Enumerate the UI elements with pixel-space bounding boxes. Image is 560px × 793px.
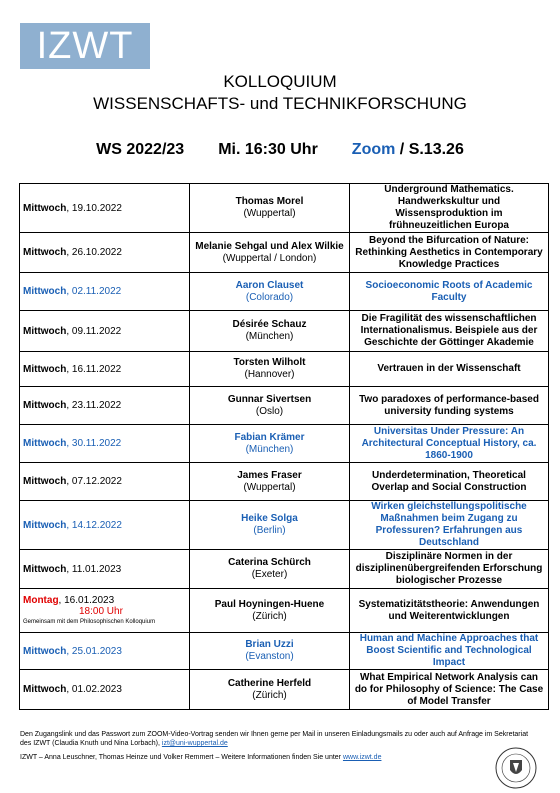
session-date: , 25.01.2023 [66, 645, 122, 657]
speaker-cell [190, 311, 350, 352]
talk-title: Vertrauen in der Wissenschaft [350, 352, 549, 387]
speaker-name: Aaron Clauset [235, 279, 304, 291]
session-date: , 11.01.2023 [66, 563, 122, 575]
session-date-cell [20, 387, 190, 425]
speaker-affiliation: (Berlin) [253, 525, 286, 536]
speaker-affiliation: (Wuppertal / London) [222, 252, 317, 264]
talk-title: Die Fragilität des wissenschaftlichen Internationalismus. Beispiele aus der Geschichte der Göttinger Akademie [350, 311, 549, 352]
speaker-name: Paul Hoyningen-Huene [214, 598, 325, 610]
session-date: , 30.11.2022 [66, 438, 122, 449]
session-day: Mittwoch [23, 247, 67, 258]
session-date: , 23.11.2022 [66, 400, 122, 411]
session-date: , 16.01.2023 [58, 595, 115, 606]
speaker-cell [190, 670, 350, 710]
speaker-cell [190, 425, 350, 463]
table-row [20, 633, 549, 670]
session-date: , 01.02.2023 [66, 684, 122, 695]
speaker-cell [190, 550, 350, 589]
speaker-affiliation: (Zürich) [252, 610, 287, 622]
session-date-cell [20, 273, 190, 311]
speaker-name: Catherine Herfeld [227, 677, 312, 689]
table-row [20, 550, 549, 589]
speaker-cell [190, 184, 350, 233]
table-row [20, 352, 549, 387]
footer-credits-text: IZWT – Anna Leuschner, Thomas Heinze und Volker Remmert – Weitere Informationen finden Sie unter [20, 754, 343, 761]
speaker-name: James Fraser [237, 469, 302, 481]
session-day: Mittwoch [23, 476, 67, 487]
speaker-affiliation: (München) [245, 443, 294, 455]
table-row [20, 233, 549, 273]
speaker-affiliation: (Wuppertal) [243, 481, 296, 493]
footer-credits [20, 754, 540, 761]
room: / S.13.26 [399, 141, 464, 158]
table-row [20, 387, 549, 425]
speaker-name: Heike Solga [241, 513, 298, 524]
speaker-affiliation: (Evanston) [245, 651, 294, 662]
speaker-affiliation: (Hannover) [244, 369, 295, 380]
session-day: Mittwoch [23, 519, 67, 531]
session-date-cell [20, 311, 190, 352]
talk-title: Wirken gleichstellungspolitische Maßnahmen beim Zugang zu Professuren? Erfahrungen aus Deutschland [350, 501, 549, 550]
speaker-cell [190, 233, 350, 273]
title-line-1: KOLLOQUIUM [223, 72, 337, 91]
speaker-name: Gunnar Sivertsen [227, 393, 312, 405]
session-day: Mittwoch [23, 363, 67, 375]
session-date-cell [20, 501, 190, 550]
session-date: , 14.12.2022 [66, 519, 122, 531]
session-day: Mittwoch [23, 286, 67, 297]
speaker-affiliation: (Colorado) [245, 291, 294, 303]
speaker-cell [190, 352, 350, 387]
speaker-name: Thomas Morel [235, 196, 304, 207]
email-link[interactable]: izt@uni-wuppertal.de [161, 740, 228, 747]
title-line-2: WISSENSCHAFTS- und TECHNIKFORSCHUNG [93, 94, 467, 113]
session-date: , 07.12.2022 [66, 476, 122, 487]
speaker-cell [190, 463, 350, 501]
session-date-cell [20, 352, 190, 387]
session-date: , 26.10.2022 [66, 247, 122, 258]
talk-title: Beyond the Bifurcation of Nature: Rethinking Aesthetics in Contemporary Knowledge Practices [350, 233, 549, 273]
session-note: Gemeinsam mit dem Philosophischen Kolloquium [23, 619, 156, 625]
semester: WS 2022/23 [96, 141, 185, 158]
session-date: , 19.10.2022 [66, 202, 122, 214]
session-day: Mittwoch [23, 325, 67, 337]
table-row [20, 273, 549, 311]
session-date: , 09.11.2022 [66, 325, 122, 337]
talk-title: Disziplinäre Normen in der disziplinenübergreifenden Erforschung biologischer Prozesse [350, 550, 549, 589]
session-day: Mittwoch [23, 684, 67, 695]
speaker-affiliation: (Wuppertal) [243, 208, 296, 219]
table-row [20, 184, 549, 233]
speaker-name: Torsten Wilholt [233, 357, 306, 368]
session-date-cell [20, 633, 190, 670]
session-date-cell [20, 670, 190, 710]
speaker-name: Désirée Schauz [232, 319, 307, 330]
session-day: Mittwoch [23, 400, 67, 411]
session-date-cell [20, 463, 190, 501]
talk-title: Underdetermination, Theoretical Overlap and Social Construction [350, 463, 549, 501]
speaker-cell [190, 633, 350, 670]
talk-title: Universitas Under Pressure: An Architectural Conceptual History, ca. 1860-1900 [350, 425, 549, 463]
session-time: Mi. 16:30 Uhr [218, 141, 318, 158]
session-day: Mittwoch [23, 202, 67, 214]
session-date-cell [20, 589, 190, 633]
table-row [20, 501, 549, 550]
talk-title: Systematizitätstheorie: Anwendungen und Weiterentwicklungen [350, 589, 549, 633]
session-day: Montag [23, 595, 59, 606]
izwt-logo: IZWT [20, 23, 150, 69]
talk-title: Socioeconomic Roots of Academic Faculty [350, 273, 549, 311]
table-row [20, 670, 549, 710]
footer-access-info [20, 730, 540, 748]
speaker-cell [190, 589, 350, 633]
talk-title: Two paradoxes of performance-based university funding systems [350, 387, 549, 425]
website-link[interactable]: www.izwt.de [342, 754, 382, 761]
session-date-cell [20, 184, 190, 233]
table-row [20, 463, 549, 501]
session-day: Mittwoch [23, 645, 67, 657]
speaker-name: Melanie Sehgal und Alex Wilkie [195, 240, 344, 252]
footer-text: Den Zugangslink und das Passwort zum ZOOM-Video-Vortrag senden wir Ihnen gerne per Mail in unseren Einladungsmails zu oder auch auf Anfrage im Sekretariat des IZWT (Claudia Knuth und Nina Lorbach), [20, 731, 529, 747]
term-line [0, 141, 560, 159]
zoom-label: Zoom [351, 141, 396, 158]
speaker-cell [190, 501, 350, 550]
session-date-cell [20, 425, 190, 463]
session-day: Mittwoch [23, 438, 67, 449]
speaker-cell [190, 387, 350, 425]
speaker-affiliation: (München) [245, 331, 294, 342]
table-row [20, 311, 549, 352]
university-seal-icon [492, 746, 540, 790]
session-day: Mittwoch [23, 563, 67, 575]
talk-title: Underground Mathematics. Handwerkskultur und Wissensproduktion im frühneuzeitlichen Europa [350, 184, 549, 233]
talk-title: Human and Machine Approaches that Boost Scientific and Technological Impact [350, 633, 549, 670]
session-special-time: 18:00 Uhr [79, 606, 123, 617]
speaker-name: Fabian Krämer [234, 431, 305, 443]
speaker-name: Caterina Schürch [228, 557, 311, 568]
speaker-affiliation: (Exeter) [251, 569, 288, 580]
session-date-cell [20, 233, 190, 273]
session-date: , 02.11.2022 [66, 286, 122, 297]
schedule-table [19, 183, 549, 710]
session-date: , 16.11.2022 [66, 363, 122, 375]
speaker-affiliation: (Oslo) [255, 405, 284, 417]
table-row [20, 589, 549, 633]
speaker-affiliation: (Zürich) [252, 689, 287, 701]
session-date-cell [20, 550, 190, 589]
speaker-name: Brian Uzzi [245, 639, 294, 650]
speaker-cell [190, 273, 350, 311]
table-row [20, 425, 549, 463]
talk-title: What Empirical Network Analysis can do for Philosophy of Science: The Case of Model Transfer [350, 670, 549, 710]
